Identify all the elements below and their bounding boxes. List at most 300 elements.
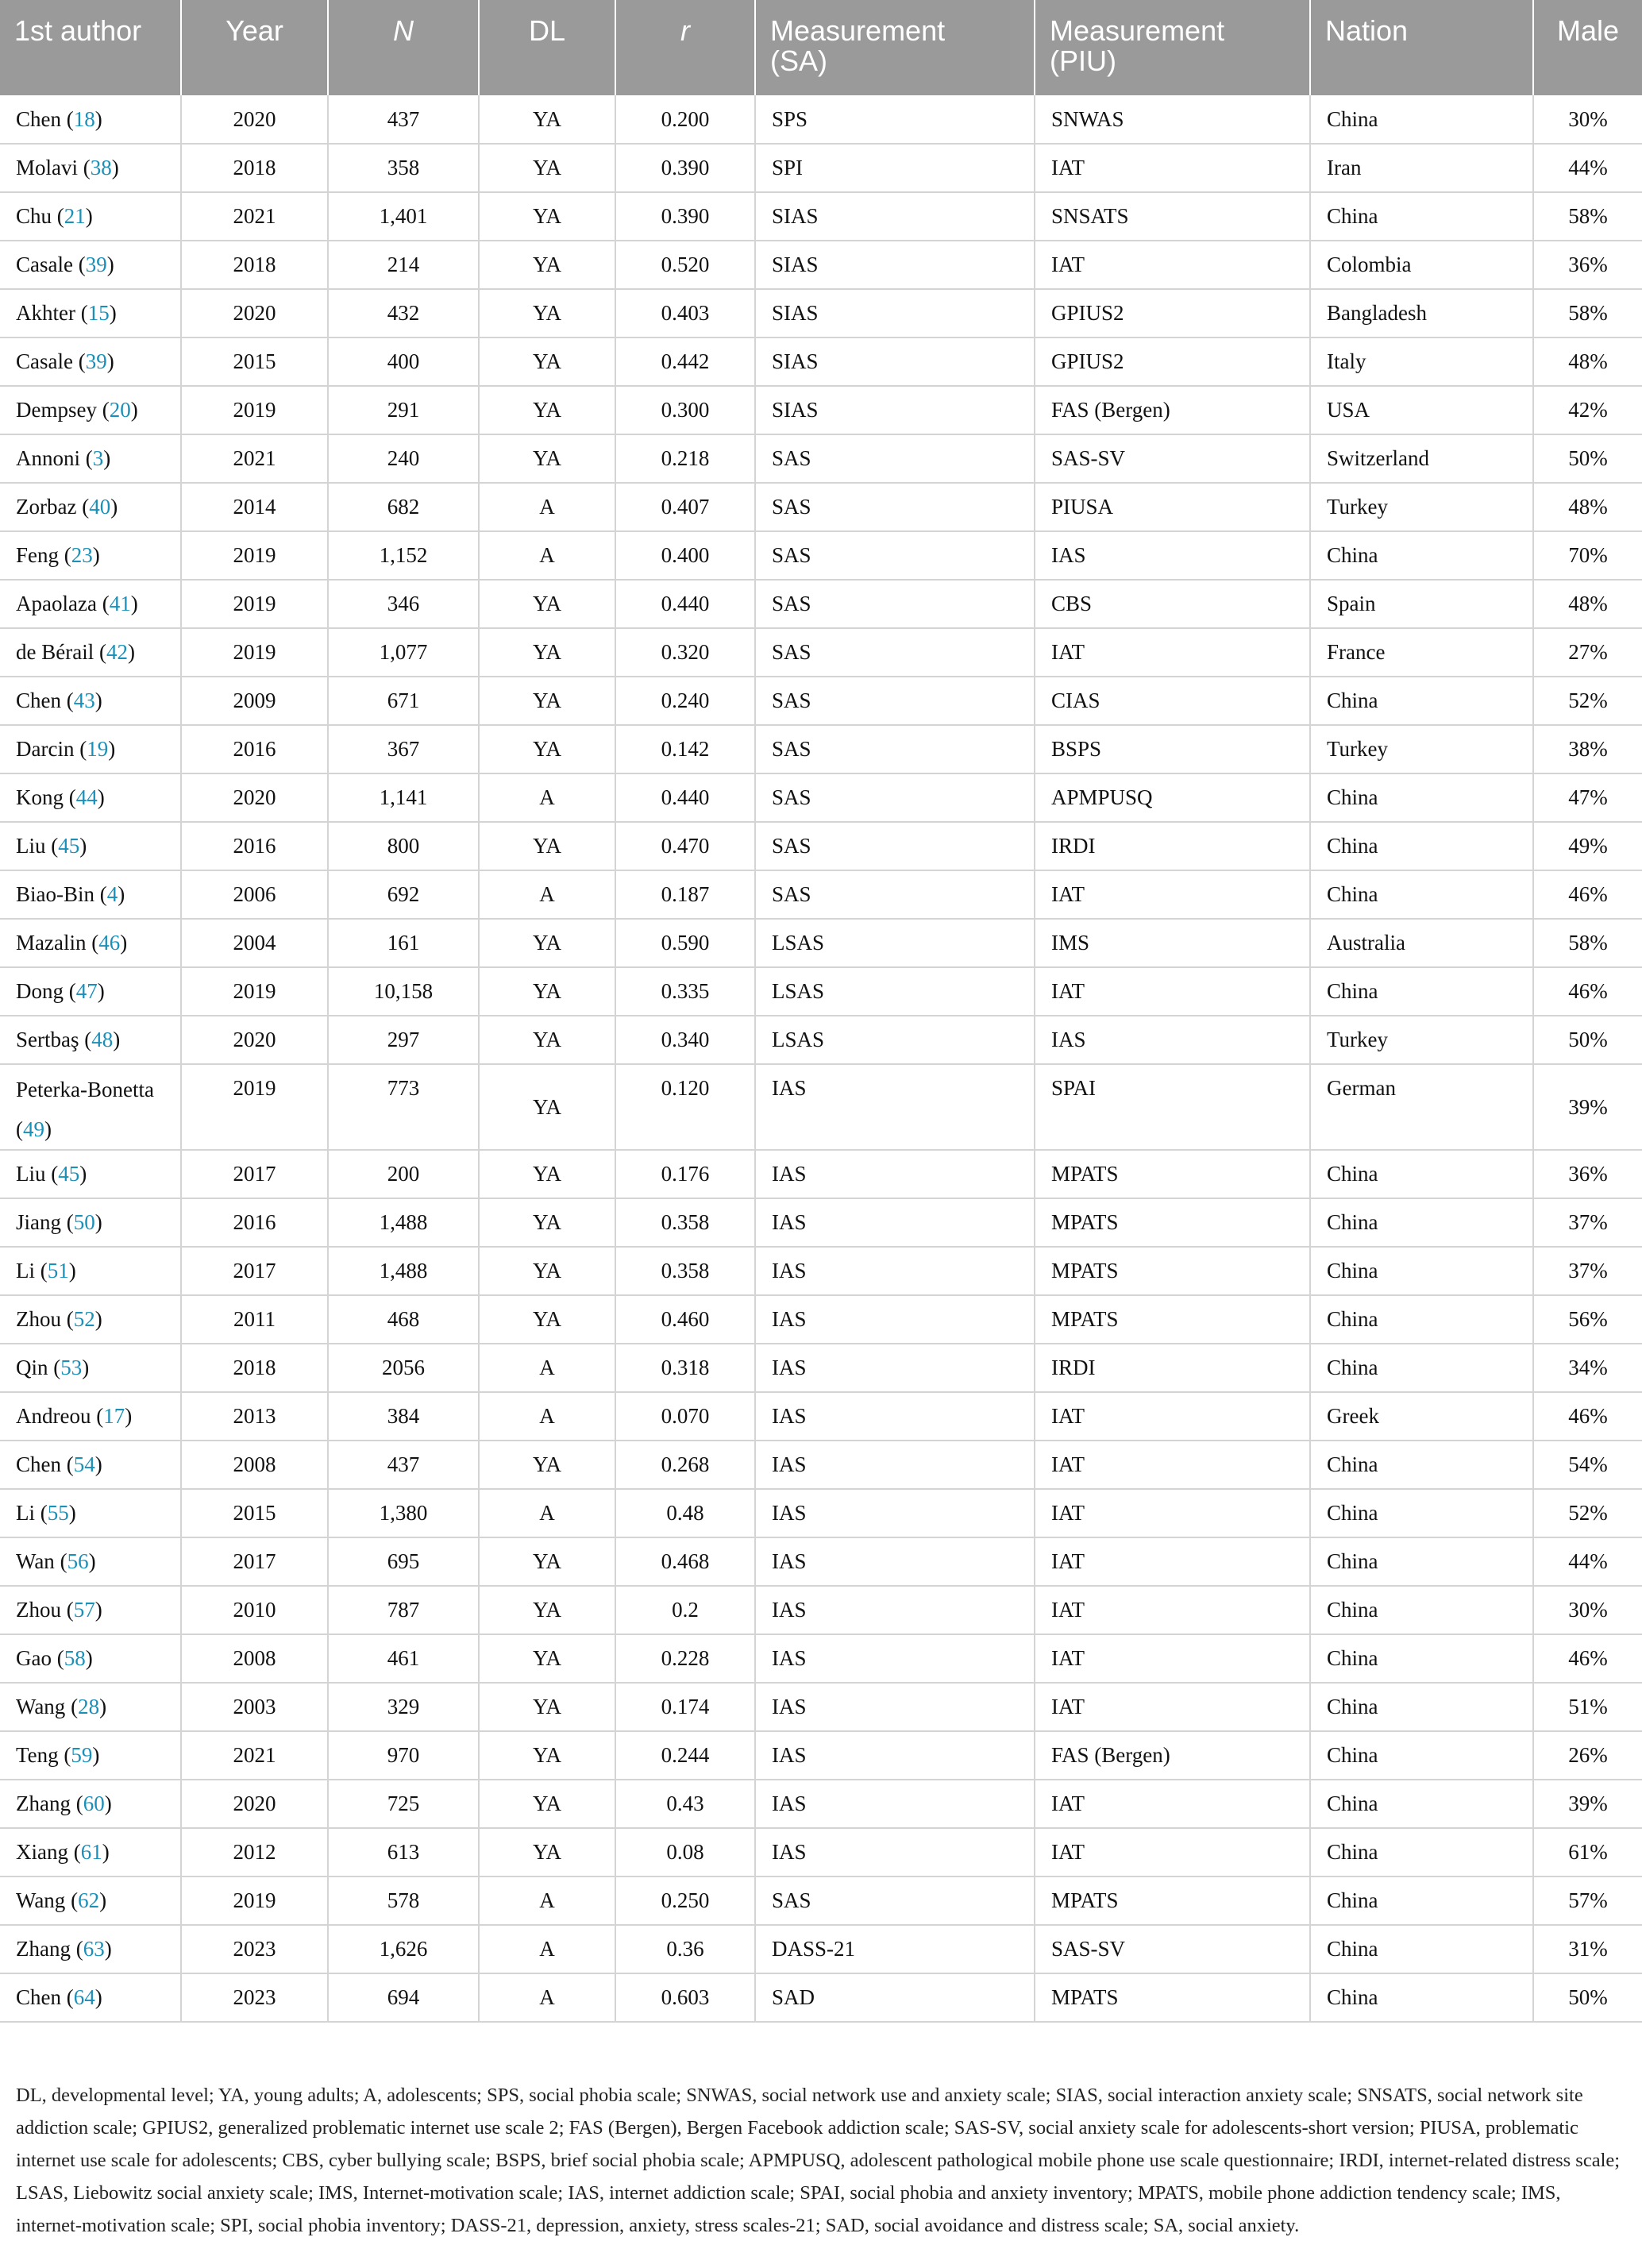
- cell-measurement-piu: IAT: [1035, 1683, 1310, 1731]
- cell-author: Kong (44): [0, 773, 181, 822]
- cell-male: 42%: [1533, 386, 1642, 434]
- reference-link[interactable]: 20: [109, 398, 131, 422]
- cell-measurement-sa: IAS: [755, 1295, 1035, 1344]
- cell-nation: Greek: [1310, 1392, 1533, 1441]
- cell-author: Casale (39): [0, 241, 181, 289]
- cell-dl: YA: [479, 967, 615, 1016]
- cell-dl: YA: [479, 1150, 615, 1198]
- cell-nation: Turkey: [1310, 1016, 1533, 1064]
- cell-year: 2019: [181, 628, 328, 677]
- author-name: Kong: [16, 785, 64, 809]
- author-name: Molavi: [16, 156, 78, 179]
- cell-dl: YA: [479, 338, 615, 386]
- cell-measurement-sa: SAS: [755, 1876, 1035, 1925]
- cell-author: Teng (59): [0, 1731, 181, 1780]
- cell-measurement-piu: IAT: [1035, 1780, 1310, 1828]
- reference-link[interactable]: 53: [60, 1356, 83, 1379]
- cell-author: Zhang (60): [0, 1780, 181, 1828]
- cell-dl: A: [479, 1973, 615, 2022]
- cell-n: 671: [328, 677, 479, 725]
- cell-n: 1,077: [328, 628, 479, 677]
- cell-male: 36%: [1533, 1150, 1642, 1198]
- cell-male: 46%: [1533, 1392, 1642, 1441]
- reference-link[interactable]: 46: [98, 931, 121, 955]
- cell-measurement-piu: IAT: [1035, 628, 1310, 677]
- cell-author: Dempsey (20): [0, 386, 181, 434]
- cell-r: 0.36: [615, 1925, 755, 1973]
- reference-link[interactable]: 57: [73, 1598, 95, 1622]
- reference-link[interactable]: 19: [87, 737, 109, 761]
- cell-measurement-piu: IAT: [1035, 967, 1310, 1016]
- cell-measurement-sa: SAS: [755, 773, 1035, 822]
- author-name: Li: [16, 1501, 35, 1525]
- cell-n: 297: [328, 1016, 479, 1064]
- cell-male: 46%: [1533, 1634, 1642, 1683]
- cell-year: 2009: [181, 677, 328, 725]
- reference-link[interactable]: 56: [67, 1549, 89, 1573]
- cell-measurement-sa: IAS: [755, 1392, 1035, 1441]
- reference-link[interactable]: 63: [83, 1937, 105, 1961]
- cell-measurement-sa: SIAS: [755, 386, 1035, 434]
- cell-nation: Spain: [1310, 580, 1533, 628]
- reference-link[interactable]: 54: [73, 1452, 95, 1476]
- cell-measurement-sa: IAS: [755, 1828, 1035, 1876]
- header-r: r: [615, 0, 755, 95]
- cell-r: 0.08: [615, 1828, 755, 1876]
- cell-author: Zhang (63): [0, 1925, 181, 1973]
- cell-nation: China: [1310, 1537, 1533, 1586]
- table-row: [0, 580, 1642, 628]
- table-row: [0, 773, 1642, 822]
- reference-link[interactable]: 40: [89, 495, 111, 519]
- cell-author: Chen (54): [0, 1441, 181, 1489]
- cell-author: Wang (28): [0, 1683, 181, 1731]
- cell-male: 39%: [1533, 1780, 1642, 1828]
- cell-year: 2018: [181, 144, 328, 192]
- cell-year: 2021: [181, 192, 328, 241]
- table-row: [0, 241, 1642, 289]
- cell-dl: A: [479, 773, 615, 822]
- reference-link[interactable]: 55: [47, 1501, 69, 1525]
- cell-author: Chen (64): [0, 1973, 181, 2022]
- cell-measurement-piu: MPATS: [1035, 1150, 1310, 1198]
- cell-year: 2016: [181, 822, 328, 870]
- cell-measurement-piu: IAT: [1035, 1828, 1310, 1876]
- cell-year: 2014: [181, 483, 328, 531]
- cell-measurement-sa: LSAS: [755, 919, 1035, 967]
- author-name: Mazalin: [16, 931, 87, 955]
- author-name: Xiang: [16, 1840, 68, 1864]
- cell-r: 0.400: [615, 531, 755, 580]
- reference-link[interactable]: 61: [80, 1840, 102, 1864]
- reference-link[interactable]: 3: [92, 446, 104, 470]
- cell-nation: China: [1310, 1731, 1533, 1780]
- header-male: Male: [1533, 0, 1642, 95]
- reference-link[interactable]: 39: [85, 253, 107, 276]
- author-name: Liu: [16, 1162, 46, 1186]
- cell-nation: China: [1310, 531, 1533, 580]
- reference-link[interactable]: 42: [106, 640, 128, 664]
- cell-male: 37%: [1533, 1247, 1642, 1295]
- cell-measurement-piu: MPATS: [1035, 1247, 1310, 1295]
- cell-measurement-piu: MPATS: [1035, 1973, 1310, 2022]
- author-name: Chen: [16, 688, 61, 712]
- cell-r: 0.318: [615, 1344, 755, 1392]
- cell-dl: YA: [479, 919, 615, 967]
- cell-dl: A: [479, 1344, 615, 1392]
- cell-r: 0.300: [615, 386, 755, 434]
- cell-nation: China: [1310, 1344, 1533, 1392]
- cell-n: 1,141: [328, 773, 479, 822]
- cell-measurement-piu: APMPUSQ: [1035, 773, 1310, 822]
- author-name: Zhou: [16, 1307, 61, 1331]
- cell-n: 468: [328, 1295, 479, 1344]
- header-dl: DL: [479, 0, 615, 95]
- cell-nation: China: [1310, 870, 1533, 919]
- cell-n: 695: [328, 1537, 479, 1586]
- cell-author: Chen (43): [0, 677, 181, 725]
- cell-measurement-sa: SAS: [755, 677, 1035, 725]
- cell-year: 2020: [181, 1780, 328, 1828]
- cell-n: 240: [328, 434, 479, 483]
- cell-year: 2017: [181, 1150, 328, 1198]
- cell-n: 1,380: [328, 1489, 479, 1537]
- cell-n: 725: [328, 1780, 479, 1828]
- cell-measurement-sa: SAS: [755, 870, 1035, 919]
- author-name: Sertbaş: [16, 1028, 79, 1051]
- table-row: [0, 967, 1642, 1016]
- cell-n: 1,626: [328, 1925, 479, 1973]
- table-row: [0, 1876, 1642, 1925]
- table-row: [0, 1344, 1642, 1392]
- cell-measurement-piu: IAT: [1035, 1392, 1310, 1441]
- cell-n: 200: [328, 1150, 479, 1198]
- cell-author: Apaolaza (41): [0, 580, 181, 628]
- cell-male: 50%: [1533, 1973, 1642, 2022]
- table-row: [0, 1731, 1642, 1780]
- cell-measurement-piu: IAT: [1035, 870, 1310, 919]
- cell-nation: China: [1310, 1247, 1533, 1295]
- cell-measurement-piu: FAS (Bergen): [1035, 386, 1310, 434]
- cell-measurement-sa: IAS: [755, 1780, 1035, 1828]
- cell-nation: China: [1310, 1150, 1533, 1198]
- cell-measurement-sa: SIAS: [755, 289, 1035, 338]
- cell-measurement-sa: SAS: [755, 531, 1035, 580]
- cell-author: Zorbaz (40): [0, 483, 181, 531]
- author-name: Gao: [16, 1646, 52, 1670]
- reference-link[interactable]: 39: [85, 349, 107, 373]
- cell-measurement-piu: IAS: [1035, 531, 1310, 580]
- cell-dl: YA: [479, 580, 615, 628]
- cell-measurement-piu: IAT: [1035, 144, 1310, 192]
- author-name: Dempsey: [16, 398, 97, 422]
- cell-n: 461: [328, 1634, 479, 1683]
- author-name: Casale: [16, 253, 73, 276]
- table-row: [0, 386, 1642, 434]
- cell-measurement-piu: SPAI: [1035, 1064, 1310, 1150]
- cell-measurement-sa: SIAS: [755, 241, 1035, 289]
- reference-link[interactable]: 28: [78, 1695, 100, 1718]
- cell-male: 26%: [1533, 1731, 1642, 1780]
- cell-measurement-piu: IAT: [1035, 1537, 1310, 1586]
- author-name: Andreou: [16, 1404, 91, 1428]
- cell-nation: Turkey: [1310, 483, 1533, 531]
- cell-nation: China: [1310, 1295, 1533, 1344]
- cell-author: Biao-Bin (4): [0, 870, 181, 919]
- reference-link[interactable]: 45: [58, 1162, 80, 1186]
- cell-dl: YA: [479, 434, 615, 483]
- cell-r: 0.176: [615, 1150, 755, 1198]
- header-year: Year: [181, 0, 328, 95]
- header-nation: Nation: [1310, 0, 1533, 95]
- table-row: [0, 677, 1642, 725]
- cell-measurement-piu: BSPS: [1035, 725, 1310, 773]
- cell-nation: China: [1310, 1441, 1533, 1489]
- cell-year: 2006: [181, 870, 328, 919]
- cell-dl: A: [479, 870, 615, 919]
- cell-measurement-sa: IAS: [755, 1586, 1035, 1634]
- cell-year: 2019: [181, 1876, 328, 1925]
- reference-link[interactable]: 38: [90, 156, 112, 179]
- cell-dl: A: [479, 483, 615, 531]
- cell-n: 773: [328, 1064, 479, 1150]
- author-name: Chen: [16, 106, 61, 131]
- cell-author: Liu (45): [0, 1150, 181, 1198]
- header-measurement-piu-text: Measurement (PIU): [1050, 14, 1225, 77]
- cell-measurement-sa: IAS: [755, 1441, 1035, 1489]
- cell-male: 44%: [1533, 144, 1642, 192]
- cell-year: 2003: [181, 1683, 328, 1731]
- cell-measurement-sa: DASS-21: [755, 1925, 1035, 1973]
- cell-male: 48%: [1533, 338, 1642, 386]
- reference-link[interactable]: 18: [73, 106, 95, 131]
- author-name: Peterka-Bonetta: [16, 1078, 154, 1101]
- cell-r: 0.43: [615, 1780, 755, 1828]
- cell-year: 2008: [181, 1634, 328, 1683]
- cell-nation: Bangladesh: [1310, 289, 1533, 338]
- cell-measurement-piu: IAT: [1035, 1586, 1310, 1634]
- cell-year: 2020: [181, 95, 328, 144]
- cell-author: Gao (58): [0, 1634, 181, 1683]
- reference-link[interactable]: 48: [91, 1028, 114, 1051]
- cell-year: 2017: [181, 1537, 328, 1586]
- reference-link[interactable]: 17: [103, 1404, 125, 1428]
- cell-measurement-piu: SAS-SV: [1035, 434, 1310, 483]
- reference-link[interactable]: 41: [109, 592, 131, 615]
- cell-measurement-piu: IAT: [1035, 1634, 1310, 1683]
- cell-measurement-sa: LSAS: [755, 967, 1035, 1016]
- table-row: [0, 1392, 1642, 1441]
- cell-author: Zhou (52): [0, 1295, 181, 1344]
- cell-nation: China: [1310, 192, 1533, 241]
- cell-r: 0.440: [615, 773, 755, 822]
- cell-n: 400: [328, 338, 479, 386]
- cell-male: 58%: [1533, 289, 1642, 338]
- cell-dl: YA: [479, 822, 615, 870]
- reference-link[interactable]: 49: [23, 1117, 44, 1141]
- table-row: [0, 1064, 1642, 1150]
- cell-nation: China: [1310, 1586, 1533, 1634]
- cell-measurement-piu: CBS: [1035, 580, 1310, 628]
- author-name: Zhang: [16, 1937, 71, 1961]
- cell-year: 2019: [181, 531, 328, 580]
- cell-measurement-piu: MPATS: [1035, 1295, 1310, 1344]
- reference-link[interactable]: 52: [73, 1307, 95, 1331]
- cell-nation: Iran: [1310, 144, 1533, 192]
- cell-year: 2008: [181, 1441, 328, 1489]
- cell-n: 613: [328, 1828, 479, 1876]
- cell-year: 2017: [181, 1247, 328, 1295]
- cell-nation: China: [1310, 1973, 1533, 2022]
- reference-link[interactable]: 43: [73, 688, 95, 712]
- author-name: Zhang: [16, 1792, 71, 1815]
- cell-year: 2010: [181, 1586, 328, 1634]
- cell-r: 0.390: [615, 192, 755, 241]
- reference-link[interactable]: 4: [106, 882, 118, 906]
- cell-dl: YA: [479, 144, 615, 192]
- cell-dl: YA: [479, 1441, 615, 1489]
- reference-link[interactable]: 47: [75, 979, 98, 1003]
- table-row: [0, 1295, 1642, 1344]
- reference-link[interactable]: 51: [47, 1259, 69, 1282]
- cell-n: 578: [328, 1876, 479, 1925]
- table-row: [0, 1150, 1642, 1198]
- cell-nation: China: [1310, 677, 1533, 725]
- cell-dl: A: [479, 531, 615, 580]
- cell-nation: France: [1310, 628, 1533, 677]
- cell-measurement-piu: IAS: [1035, 1016, 1310, 1064]
- cell-male: 39%: [1533, 1064, 1642, 1150]
- cell-dl: YA: [479, 1537, 615, 1586]
- reference-link[interactable]: 23: [71, 543, 93, 567]
- author-name: Biao-Bin: [16, 882, 94, 906]
- cell-n: 346: [328, 580, 479, 628]
- author-name: Darcin: [16, 737, 75, 761]
- cell-male: 37%: [1533, 1198, 1642, 1247]
- cell-author: Li (51): [0, 1247, 181, 1295]
- cell-nation: China: [1310, 1876, 1533, 1925]
- cell-r: 0.48: [615, 1489, 755, 1537]
- cell-r: 0.442: [615, 338, 755, 386]
- cell-year: 2016: [181, 725, 328, 773]
- cell-dl: YA: [479, 95, 615, 144]
- reference-link[interactable]: 58: [64, 1646, 86, 1670]
- cell-year: 2013: [181, 1392, 328, 1441]
- reference-link[interactable]: 62: [78, 1888, 100, 1912]
- cell-n: 800: [328, 822, 479, 870]
- cell-measurement-sa: SPS: [755, 95, 1035, 144]
- cell-dl: A: [479, 1925, 615, 1973]
- cell-male: 34%: [1533, 1344, 1642, 1392]
- cell-measurement-sa: SIAS: [755, 338, 1035, 386]
- author-name: Qin: [16, 1356, 48, 1379]
- cell-male: 58%: [1533, 192, 1642, 241]
- cell-author: Molavi (38): [0, 144, 181, 192]
- cell-male: 27%: [1533, 628, 1642, 677]
- cell-r: 0.590: [615, 919, 755, 967]
- cell-r: 0.470: [615, 822, 755, 870]
- cell-dl: A: [479, 1392, 615, 1441]
- cell-year: 2019: [181, 967, 328, 1016]
- cell-measurement-sa: SAS: [755, 483, 1035, 531]
- cell-year: 2021: [181, 434, 328, 483]
- table-row: [0, 1247, 1642, 1295]
- cell-r: 0.340: [615, 1016, 755, 1064]
- cell-male: 44%: [1533, 1537, 1642, 1586]
- cell-measurement-piu: IRDI: [1035, 1344, 1310, 1392]
- cell-male: 58%: [1533, 919, 1642, 967]
- cell-nation: China: [1310, 1634, 1533, 1683]
- cell-year: 2016: [181, 1198, 328, 1247]
- cell-nation: China: [1310, 1828, 1533, 1876]
- cell-measurement-sa: SIAS: [755, 192, 1035, 241]
- reference-link[interactable]: 60: [83, 1792, 105, 1815]
- author-name: Jiang: [16, 1210, 61, 1234]
- cell-n: 384: [328, 1392, 479, 1441]
- cell-r: 0.2: [615, 1586, 755, 1634]
- reference-link[interactable]: 45: [58, 834, 80, 858]
- reference-link[interactable]: 15: [87, 301, 110, 325]
- cell-nation: China: [1310, 1683, 1533, 1731]
- cell-male: 46%: [1533, 870, 1642, 919]
- cell-nation: German: [1310, 1064, 1533, 1150]
- cell-measurement-sa: SAS: [755, 822, 1035, 870]
- cell-n: 329: [328, 1683, 479, 1731]
- table-row: [0, 1537, 1642, 1586]
- reference-link[interactable]: 64: [73, 1985, 95, 2009]
- cell-author: Dong (47): [0, 967, 181, 1016]
- author-name: Casale: [16, 349, 73, 373]
- cell-author: Akhter (15): [0, 289, 181, 338]
- cell-r: 0.440: [615, 580, 755, 628]
- author-name: Wang: [16, 1695, 66, 1718]
- cell-author: Peterka-Bonetta (49): [0, 1064, 181, 1150]
- cell-year: 2023: [181, 1925, 328, 1973]
- cell-dl: YA: [479, 386, 615, 434]
- cell-r: 0.520: [615, 241, 755, 289]
- header-measurement-sa: [755, 0, 1035, 95]
- table-row: [0, 870, 1642, 919]
- table-row: [0, 1016, 1642, 1064]
- reference-link[interactable]: 50: [73, 1210, 95, 1234]
- cell-male: 47%: [1533, 773, 1642, 822]
- reference-link[interactable]: 44: [75, 785, 98, 809]
- cell-nation: Turkey: [1310, 725, 1533, 773]
- cell-dl: YA: [479, 1247, 615, 1295]
- cell-measurement-sa: IAS: [755, 1247, 1035, 1295]
- cell-n: 161: [328, 919, 479, 967]
- cell-r: 0.407: [615, 483, 755, 531]
- cell-author: Li (55): [0, 1489, 181, 1537]
- cell-male: 52%: [1533, 677, 1642, 725]
- reference-link[interactable]: 59: [71, 1743, 93, 1767]
- cell-dl: A: [479, 1876, 615, 1925]
- reference-link[interactable]: 21: [64, 204, 86, 228]
- cell-n: 787: [328, 1586, 479, 1634]
- cell-nation: Switzerland: [1310, 434, 1533, 483]
- cell-nation: China: [1310, 95, 1533, 144]
- cell-measurement-sa: IAS: [755, 1150, 1035, 1198]
- cell-year: 2004: [181, 919, 328, 967]
- cell-n: 1,488: [328, 1247, 479, 1295]
- header-measurement-piu: [1035, 0, 1310, 95]
- cell-n: 970: [328, 1731, 479, 1780]
- cell-author: Sertbaş (48): [0, 1016, 181, 1064]
- header-n: N: [328, 0, 479, 95]
- cell-n: 2056: [328, 1344, 479, 1392]
- cell-r: 0.320: [615, 628, 755, 677]
- table-row: [0, 1925, 1642, 1973]
